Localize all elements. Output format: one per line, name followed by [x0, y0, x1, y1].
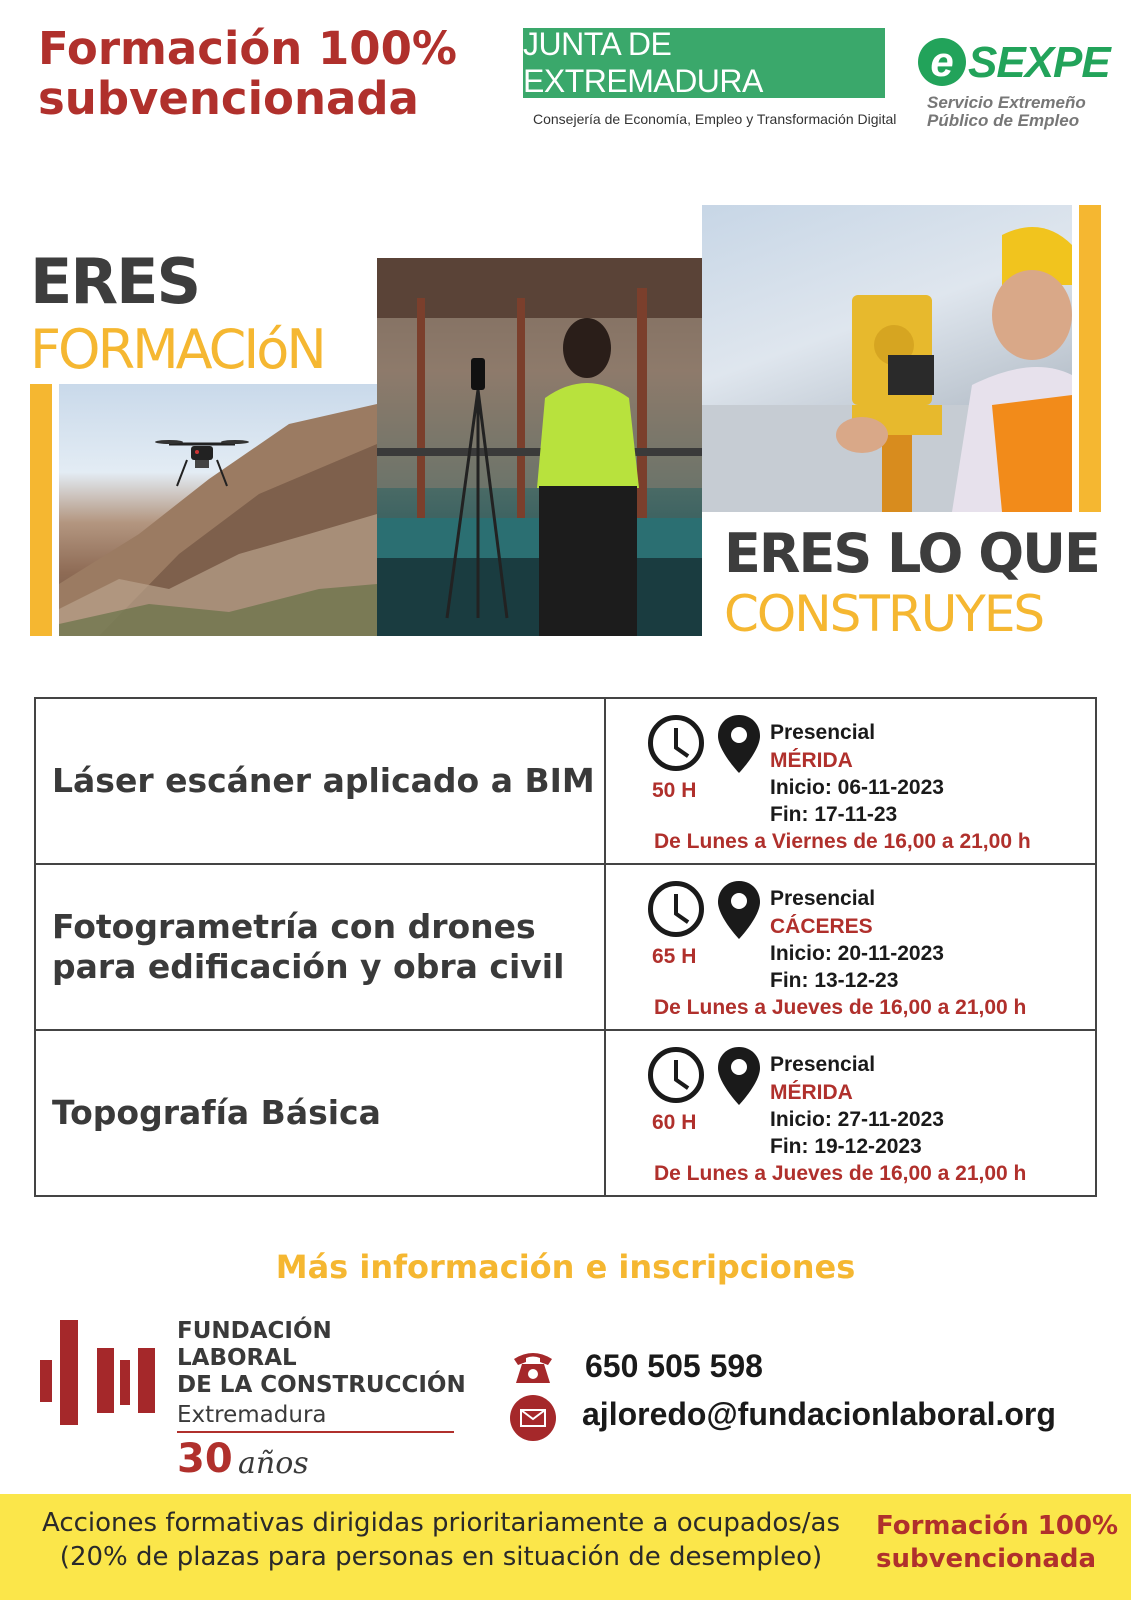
drone-quarry-photo	[59, 384, 377, 636]
course-start-date: Inicio: 20-11-2023	[770, 942, 944, 965]
course-schedule: De Lunes a Viernes de 16,00 a 21,00 h	[654, 830, 1031, 853]
fundacion-laboral-logo-icon	[40, 1320, 165, 1425]
course-name-line1: Topografía Básica	[52, 1093, 381, 1132]
hero-eres-lo-que: ERES LO QUE	[724, 522, 1099, 585]
junta-subtitle: Consejería de Economía, Empleo y Transformación Digital	[533, 111, 897, 127]
hero-formacion: FORMACIóN	[30, 318, 324, 381]
course-hours: 65 H	[652, 945, 697, 968]
clock-icon	[648, 1047, 704, 1103]
sexpe-logo-icon	[918, 38, 966, 86]
footer-banner	[0, 1494, 1131, 1600]
telephone-icon	[510, 1344, 556, 1390]
course-name	[35, 698, 605, 864]
footer-text	[26, 1506, 856, 1574]
org-name-line3: DE LA CONSTRUCCIÓN	[177, 1372, 466, 1398]
headline-line2: subvencionada	[38, 72, 419, 125]
headline	[38, 24, 457, 124]
org-name-line2: LABORAL	[177, 1345, 297, 1371]
course-mode: Presencial	[770, 887, 876, 910]
junta-logo	[523, 28, 885, 98]
junta-title: JUNTA DE EXTREMADURA	[523, 26, 763, 99]
course-info	[605, 698, 1096, 864]
course-table	[34, 697, 1097, 1197]
course-start-date: Inicio: 27-11-2023	[770, 1108, 944, 1131]
course-end-date: Fin: 19-12-2023	[770, 1135, 922, 1158]
sexpe-name: SEXPE	[968, 38, 1110, 87]
course-info	[605, 1030, 1096, 1196]
hero-construyes: CONSTRUYES	[724, 585, 1044, 643]
org-years-number: 30	[177, 1436, 233, 1482]
contact-phone[interactable]: 650 505 598	[585, 1348, 763, 1384]
org-name-line1: FUNDACIÓN	[177, 1318, 332, 1344]
course-schedule: De Lunes a Jueves de 16,00 a 21,00 h	[654, 996, 1027, 1019]
course-name	[35, 1030, 605, 1196]
footer-line1: Acciones formativas dirigidas prioritariamente a ocupados/as	[41, 1508, 841, 1538]
footer-badge	[876, 1510, 1118, 1576]
course-mode: Presencial	[770, 721, 876, 744]
course-name-line2: para edificación y obra civil	[52, 947, 565, 986]
sexpe-subtitle-line1: Servicio Extremeño	[927, 93, 1086, 112]
course-row	[35, 864, 1096, 1030]
more-info-heading: Más información e inscripciones	[275, 1248, 856, 1286]
course-hours: 60 H	[652, 1111, 697, 1134]
course-city: CÁCERES	[770, 915, 873, 938]
headline-line1: Formación 100%	[38, 22, 458, 75]
sexpe-letter: e	[930, 38, 954, 85]
location-pin-icon	[718, 881, 760, 939]
course-start-date: Inicio: 06-11-2023	[770, 776, 944, 799]
course-row	[35, 1030, 1096, 1196]
clock-icon	[648, 715, 704, 771]
footer-line2: (20% de plazas para personas en situación de desempleo)	[59, 1542, 823, 1572]
course-hours: 50 H	[652, 779, 697, 802]
surveyor-photo	[702, 205, 1072, 512]
course-mode: Presencial	[770, 1053, 876, 1076]
envelope-icon	[510, 1395, 556, 1441]
hero-eres: ERES	[30, 245, 200, 318]
location-pin-icon	[718, 1047, 760, 1105]
org-region: Extremadura	[177, 1402, 327, 1428]
org-years-word: años	[238, 1446, 309, 1481]
course-name	[35, 864, 605, 1030]
contact-email[interactable]: ajloredo@fundacionlaboral.org	[582, 1396, 1056, 1432]
course-end-date: Fin: 13-12-23	[770, 969, 899, 992]
course-row	[35, 698, 1096, 864]
course-info	[605, 864, 1096, 1030]
course-name-line1: Láser escáner aplicado a BIM	[52, 761, 595, 800]
course-city: MÉRIDA	[770, 749, 853, 772]
accent-bar-left	[30, 384, 52, 636]
course-name-line1: Fotogrametría con drones	[52, 907, 536, 946]
footer-badge-line2: subvencionada	[876, 1544, 1097, 1574]
location-pin-icon	[718, 715, 760, 773]
org-divider	[177, 1431, 454, 1433]
footer-badge-line1: Formación 100%	[876, 1511, 1119, 1541]
laser-scanner-photo	[377, 258, 702, 636]
sexpe-subtitle	[927, 94, 1086, 130]
org-name	[177, 1318, 466, 1399]
clock-icon	[648, 881, 704, 937]
course-schedule: De Lunes a Jueves de 16,00 a 21,00 h	[654, 1162, 1027, 1185]
course-city: MÉRIDA	[770, 1081, 853, 1104]
course-end-date: Fin: 17-11-23	[770, 803, 898, 826]
sexpe-subtitle-line2: Público de Empleo	[927, 111, 1080, 130]
accent-bar-right	[1079, 205, 1101, 512]
